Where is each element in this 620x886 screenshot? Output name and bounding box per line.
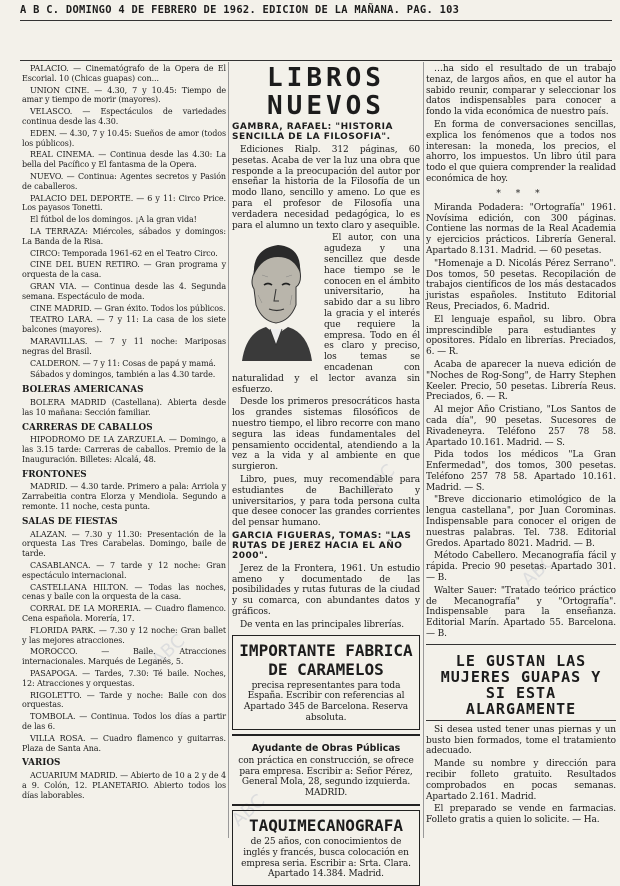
listing-line: NUEVO. — Continua: Agentes secretos y Pasión de caballeros. [22,171,226,191]
listing-line: RIGOLETTO. — Tarde y noche: Baile con dos orquestas. [22,690,226,710]
book-paragraph: Jerez de la Frontera, 1961. Un estudio ameno y documentado de las posibilidades y rutas futuras de la ciudad y su comarca, con abundantes datos y gráficos. [232,563,420,618]
listing-line: FLORIDA PARK. — 7.30 y 12 noche: Gran ballet y las mejores atracciones. [22,625,226,645]
listing-line: CIRCO: Temporada 1961-62 en el Teatro Circo. [30,248,218,258]
classified-ad [232,734,420,806]
ad-title: IMPORTANTE FABRICA DE CARAMELOS [239,640,413,679]
listing-line: PALACIO. — Cinematógrafo de la Opera de El Escorial. 10 (Chicas guapas) con... [22,64,226,83]
classified-ad [232,810,420,886]
listing-line: Sábados y domingos, también a las 4.30 tarde. [30,370,216,380]
book-ad: Miranda Podadera: "Ortografía" 1961. Novísima edición, con 300 páginas. Contiene las normas de la Real Academia y ejercicios prácticos. Librería General. Apartado 8.131. Madrid. — 60 pesetas. [426,202,616,256]
review-paragraph: En forma de conversaciones sencillas, explica los fenómenos que a todos nos interesan: la moneda, los precios, el ahorro, los impuestos. Un libro útil para todo el que quiera comprender la realidad económica de hoy. [426,119,616,184]
listing-line: CASTELLANA HILTON. — Todas las noches, cenas y baile con la orquesta de la casa. [22,582,226,602]
listing-line: MADRID. — 4.30 tarde. Primero a pala: Arriola y Zarrabeitia contra Elorza y Mendiola. Segundo a remonte. 11 noche, cesta punta. [22,482,226,512]
book-paragraph: De venta en las principales librerías. [240,619,405,630]
ad-text: de 25 años, con conocimientos de inglés y francés, busca colocación en empresa seria. Escribir a: Srta. Clara. Apartado 14.384. Madrid. [241,837,411,880]
listing-line: GRAN VIA. — Continua desde las 4. Segunda semana. Espectáculo de moda. [22,281,226,301]
listing-line: El fútbol de los domingos. ¡A la gran vida! [30,215,197,225]
header-rule [20,20,612,21]
book-paragraph: El autor, con una agudeza y una sencillez que desde hace tiempo se le conocen en el ámbito universitario, ha sabido dar a su libro la gracia y el interés que requiere la empresa. Todo en él es claro y preciso, los temas se encadenan con naturalidad y el lector avanza sin esfuerzo. [232,233,420,395]
section-heading-carreras: CARRERAS DE CABALLOS [22,422,153,433]
watermark: ABC [517,550,560,591]
ad-paragraph: Si desea usted tener unas piernas y un busto bien formados, tome el tratamiento adecuado. [426,724,616,757]
ad-text: precisa representantes para toda España. Escribir con referencias al Apartado 345 de Barcelona. Reserva absoluta. [243,680,409,724]
listing-line: REAL CINEMA. — Continua desde las 4.30: La bella del Pacífico y El fantasma de la Opera. [22,150,226,170]
book-ad: Pida todos los médicos "La Gran Enfermedad", dos tomos, 300 pesetas. Teléfono 257 78 58. Apartado 10.161. Madrid. — S. [426,450,616,493]
book-ad: Walter Sauer: "Tratado teórico práctico de Mecanografía" y "Ortografía". Indispensable para la enseñanza. Editorial Marín. Apartado 55. Barcelona. — B. [426,585,616,640]
book-ad: "Homenaje a D. Nicolás Pérez Serrano". Dos tomos, 50 pesetas. Recopilación de trabajos científicos de los más destacados juristas españoles. Instituto Editorial Reus, Preciados, 6. Madrid. [426,258,616,312]
book-paragraph: Libro, pues, muy recomendable para estudiantes de Bachillerato y universitarios, y para toda persona culta que desee conocer las grandes corrientes del pensar humano. [232,474,420,529]
column-divider [423,62,424,838]
listing-line: EDEN. — 4.30, 7 y 10.45: Sueños de amor (todos los públicos). [22,128,226,148]
listing-line: PALACIO DEL DEPORTE. — 6 y 11: Circo Price. Los payasos Tonetti. [22,193,226,213]
listing-line: ALAZAN. — 7.30 y 11.30: Presentación de la orquesta Las Tres Carabelas. Domingo, baile de tarde. [22,529,226,559]
book-heading: GARCIA FIGUERAS, TOMAS: "LAS RUTAS DE JEREZ HACIA EL AÑO 2000". [232,530,412,561]
book-ad: Acaba de aparecer la nueva edición de "Noches de Rog-Song", de Harry Stephen Keeler. Precio, 50 pesetas. Librería Reus. Preciados, 6. — R. [426,359,616,403]
listing-line: CORRAL DE LA MORERIA. — Cuadro flamenco. Cena española. Morería, 17. [22,604,226,624]
ad-rule [426,644,616,645]
book-ad: Método Cabellero. Mecanografía fácil y rápida. Precio 90 pesetas. Apartado 301. — B. [426,551,616,584]
listing-line: PASAPOGA. — Tardes, 7.30: Té baile. Noches, 12: Atracciones y orquestas. [22,669,226,688]
section-heading-fiestas: SALAS DE FIESTAS [22,516,118,527]
section-heading-frontones: FRONTONES [22,469,87,480]
column-top-rule [20,60,612,61]
listing-line: CASABLANCA. — 7 tarde y 12 noche: Gran espectáculo internacional. [22,561,226,580]
listing-line: MOROCCO. — Baile. Atracciones internacionales. Marqués de Leganés, 5. [22,647,226,667]
listing-line: VILLA ROSA. — Cuadro flamenco y guitarras. Plaza de Santa Ana. [22,733,226,753]
book-paragraph: Ediciones Rialp. 312 páginas, 60 pesetas. Acaba de ver la luz una obra que responde a la preocupación del autor por enseñar la historia de la Filosofía de un modo llano, sencillo y ameno. Lo que es para el profesor de Filosofía una verdadera necesidad pedagógica, lo es para el alumno un texto claro y asequible. [232,145,420,231]
listing-line: VELASCO. — Espectáculos de variedades continua desde las 4.30. [22,107,226,126]
listing-line: UNION CINE. — 4.30, 7 y 10.45: Tiempo de amar y tiempo de morir (mayores). [22,85,226,105]
section-heading-varios: VARIOS [22,758,61,769]
section-heading-boleras: BOLERAS AMERICANAS [22,385,144,396]
watermark: ABC [227,790,270,831]
listing-line: BOLERA MADRID (Castellana). Abierta desde las 10 mañana: Sección familiar. [22,397,226,417]
listing-line: CINE DEL BUEN RETIRO. — Gran programa y orquesta de la casa. [22,260,226,280]
listing-line: CINE MADRID. — Gran éxito. Todos los públicos. [30,303,226,313]
book-paragraph: Desde los primeros presocráticos hasta los grandes sistemas filosóficos de nuestro tiempo, el libro recorre con mano segura las ideas fundamentales del pensamiento occidental, atendiendo a la vez a la vida y al ambiente en que surgieron. [232,397,420,473]
ad-paragraph: Mande su nombre y dirección para recibir folleto gratuito. Resultados comprobados en pocas semanas. Apartado 2.161. Madrid. [426,759,616,802]
ad-paragraph: El preparado se vende en farmacias. Folleto gratis a quien lo solicite. — Ha. [426,804,616,826]
ad-title: LE GUSTAN LAS MUJERES GUAPAS Y SI ESTA ALARGAMENTE [440,651,602,718]
listing-line: TOMBOLA. — Continua. Todos los días a partir de las 6. [22,712,226,732]
review-paragraph: …ha sido el resultado de un trabajo tenaz, de largos años, en que el autor ha sabido reunir, comparar y seleccionar los datos indispensables para conocer a fondo la vida económica de nuestro país. [426,64,616,118]
separator-stars: * * * [496,188,546,199]
watermark: ABC [357,460,400,501]
center-column [232,63,420,880]
ad-text: con práctica en construcción, se ofrece para empresa. Escribir a: Señor Pérez, General Mola, 28, segundo izquierda. MADRID. [238,755,414,799]
listing-line: LA TERRAZA: Miércoles, sábados y domingos: La Banda de la Risa. [22,226,226,246]
listing-line: HIPODROMO DE LA ZARZUELA. — Domingo, a las 3.15 tarde: Carreras de caballos. Premio de la Inauguración. Billetes: Alcalá, 48. [22,435,226,464]
watermark: ABC [147,630,190,671]
listing-line: MARAVILLAS. — 7 y 11 noche: Mariposas negras del Brasil. [22,336,226,356]
section-title: LIBROS NUEVOS [267,63,385,121]
right-column [426,64,616,838]
book-ad: "Breve diccionario etimológico de la lengua castellana", por Juan Corominas. Indispensable para conocer el origen de nuestras palabras. Tel. 738. Editorial Gredos. Apartado 8021. Madrid. — B. [426,495,616,549]
ad-title: TAQUIMECANOGRAFA [248,816,404,836]
page-header: A B C. DOMINGO 4 DE FEBRERO DE 1962. EDICION DE LA MAÑANA. PAG. 103 [20,4,460,16]
ad-title: Ayudante de Obras Públicas [251,742,401,754]
author-portrait [232,235,318,361]
book-ad: El lenguaje español, su libro. Obra imprescindible para estudiantes y opositores. Pídalo en librerías. Preciados, 6. — R. [426,314,616,358]
ad-rule [426,720,616,721]
column-divider [228,62,229,838]
left-column [22,64,226,838]
classified-ad [232,635,420,730]
book-heading: GAMBRA, RAFAEL: "HISTORIA SENCILLA DE LA FILOSOFIA". [232,122,393,142]
book-ad: Al mejor Año Cristiano, "Los Santos de cada día", 90 pesetas. Sucesores de Rivadeneyra. Teléfono 257 78 58. Apartado 10.161. Madrid. — S. [426,405,616,448]
listing-line: ACUARIUM MADRID. — Abierto de 10 a 2 y de 4 a 9. Colón, 12. PLANETARIO. Abierto todos los días laborables. [22,771,226,800]
listing-line: TEATRO LARA. — 7 y 11: La casa de los siete balcones (mayores). [22,315,226,335]
listing-line: CALDERON. — 7 y 11: Cosas de papá y mamá. [30,358,216,368]
